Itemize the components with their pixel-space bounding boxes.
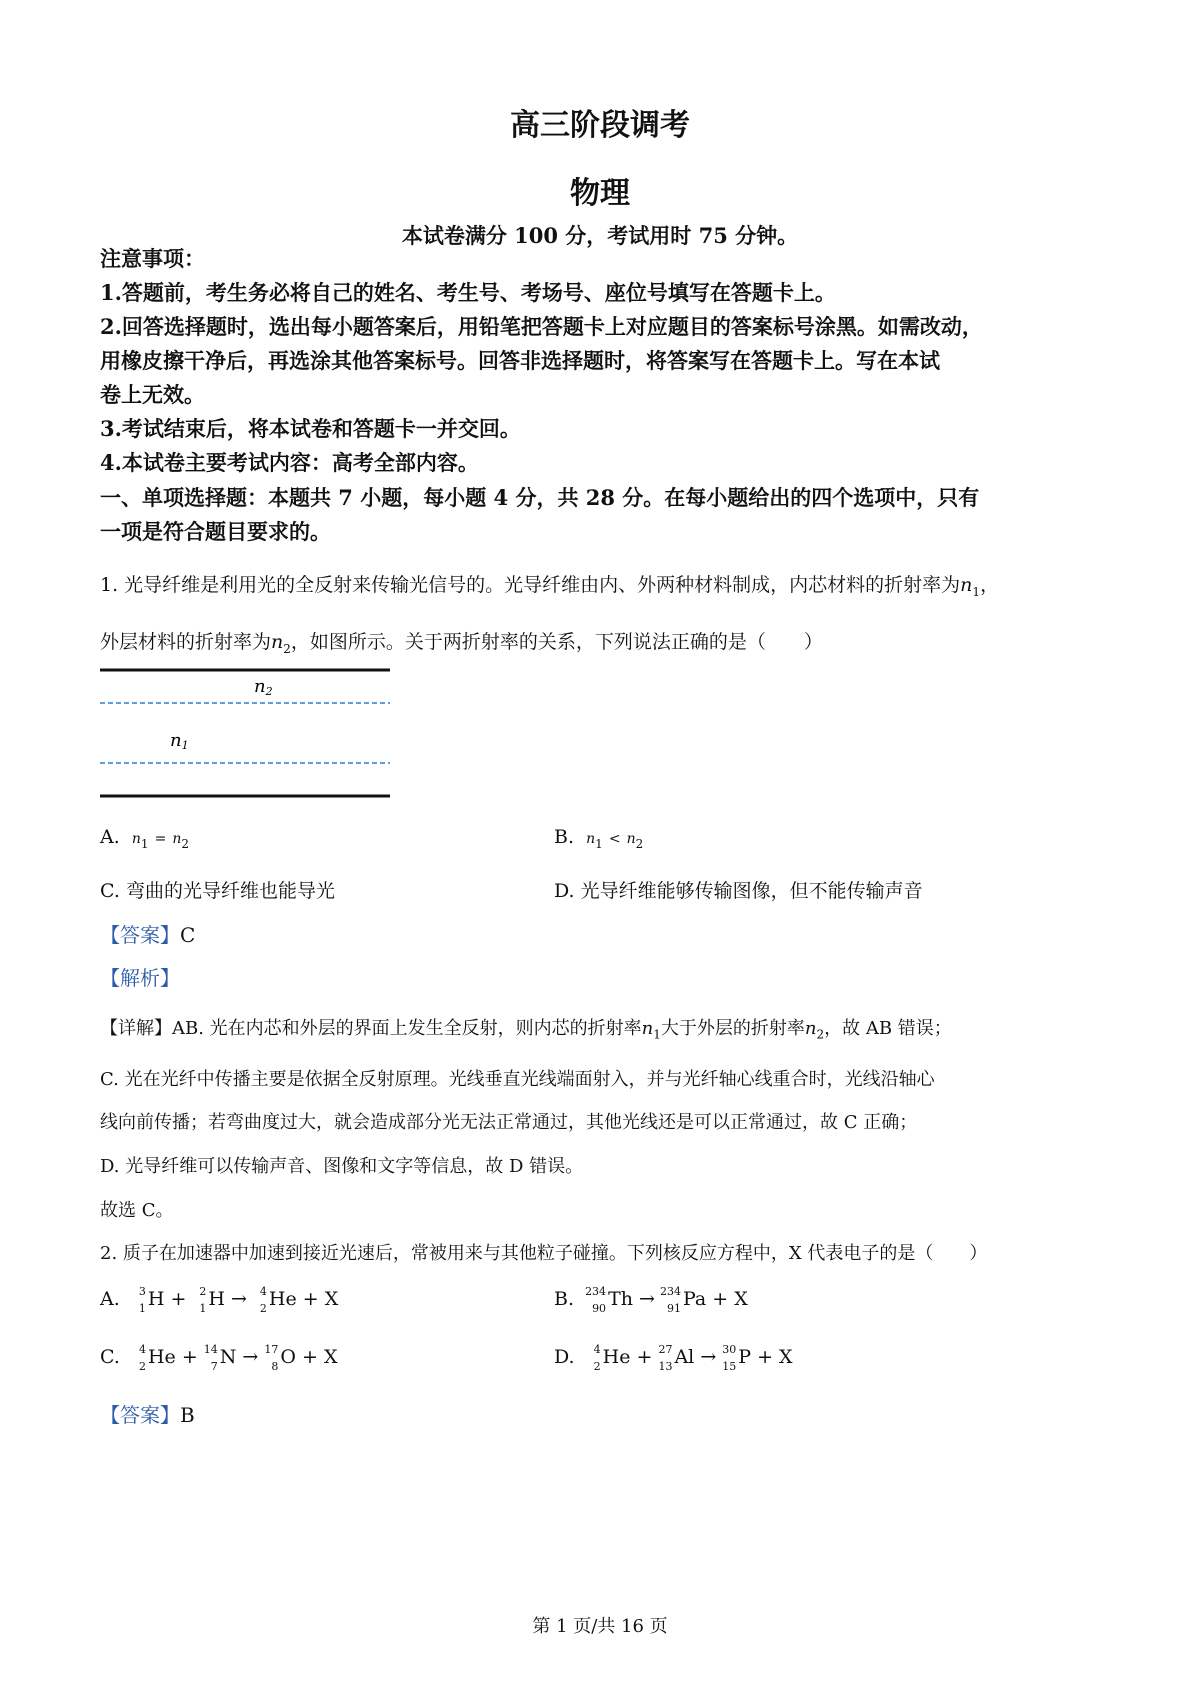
q1-stem-line-2: 外层材料的折射率为$n_2$，如图所示。关于两折射率的关系，下列说法正确的是（ ）	[100, 631, 823, 656]
subject-title: 物理	[570, 176, 630, 211]
q2-option-a: A. 3 1 H + 2 1 H → 4 2 He + X	[100, 1285, 339, 1315]
q2-stem: 2. 质子在加速器中加速到接近光速后，常被用来与其他粒子碰撞。下列核反应方程中，X 代表电子的是（ ）	[100, 1243, 988, 1264]
notice-heading: 注意事项：	[100, 246, 205, 271]
q1-detail-c-line-2: 线向前传播；若弯曲度过大，就会造成部分光无法正常通过，其他光线还是可以正常通过，故 C 正确；	[100, 1112, 918, 1133]
q1-stem-line-1: 1. 光导纤维是利用光的全反射来传输光信号的。光导纤维由内、外两种材料制成，内芯材料的折射率为$n_1$，	[100, 574, 1000, 599]
page-number: 第 1 页/共 16 页	[532, 1616, 668, 1637]
q1-detail-d: D. 光导纤维可以传输声音、图像和文字等信息，故 D 错误。	[100, 1156, 584, 1177]
section-1-heading-line-1: 一、单项选择题：本题共 7 小题，每小题 4 分，共 28 分。在每小题给出的四个选项中，只有	[100, 485, 980, 510]
q1-conclusion: 故选 C。	[100, 1200, 174, 1221]
notice-item-3: 3.考试结束后，将本试卷和答题卡一并交回。	[100, 416, 521, 441]
notice-item-2-line-2: 用橡皮擦干净后，再选涂其他答案标号。回答非选择题时，将答案写在答题卡上。写在本试	[100, 348, 940, 373]
notice-item-1: 1.答题前，考生务必将自己的姓名、考生号、考场号、座位号填写在答题卡上。	[100, 280, 836, 305]
notice-item-2-line-1: 2.回答选择题时，选出每小题答案后，用铅笔把答题卡上对应题目的答案标号涂黑。如需改动，	[100, 314, 983, 339]
q1-option-a: A. $n_1 = n_2$	[100, 826, 190, 851]
section-1-heading-line-2: 一项是符合题目要求的。	[100, 519, 331, 544]
q1-option-b: B. $n_1 < n_2$	[554, 826, 644, 851]
q1-detail-ab: 【详解】AB. 光在内芯和外层的界面上发生全反射，则内芯的折射率$n_1$大于外层的折射率$n_2$，故 AB 错误；	[100, 1018, 952, 1042]
fiber-diagram	[98, 660, 398, 805]
q2-option-c: C. 4 2 He + 14 7 N → 17 8 O + X	[100, 1343, 338, 1373]
label-n2: n2	[254, 676, 273, 698]
exam-meta: 本试卷满分 100 分，考试用时 75 分钟。	[401, 223, 799, 248]
q2-option-d: D. 4 2 He + 27 13 Al → 30 15 P + X	[554, 1343, 793, 1373]
q1-option-c: C. 弯曲的光导纤维也能导光	[100, 880, 335, 902]
q1-option-d: D. 光导纤维能够传输图像，但不能传输声音	[554, 880, 923, 902]
q1-detail-c-line-1: C. 光在光纤中传播主要是依据全反射原理。光线垂直光线端面射入，并与光纤轴心线重合时，光线沿轴心	[100, 1069, 935, 1090]
q1-answer: 【答案】C	[100, 923, 196, 947]
label-n1: n1	[170, 730, 189, 752]
exam-title: 高三阶段调考	[510, 108, 690, 143]
q1-analysis-tag: 【解析】	[100, 966, 180, 990]
notice-item-4: 4.本试卷主要考试内容：高考全部内容。	[100, 450, 479, 475]
q2-option-b: B. 234 90 Th → 234 91 Pa + X	[554, 1285, 748, 1315]
q2-answer: 【答案】B	[100, 1403, 195, 1427]
notice-item-2-line-3: 卷上无效。	[100, 382, 205, 407]
